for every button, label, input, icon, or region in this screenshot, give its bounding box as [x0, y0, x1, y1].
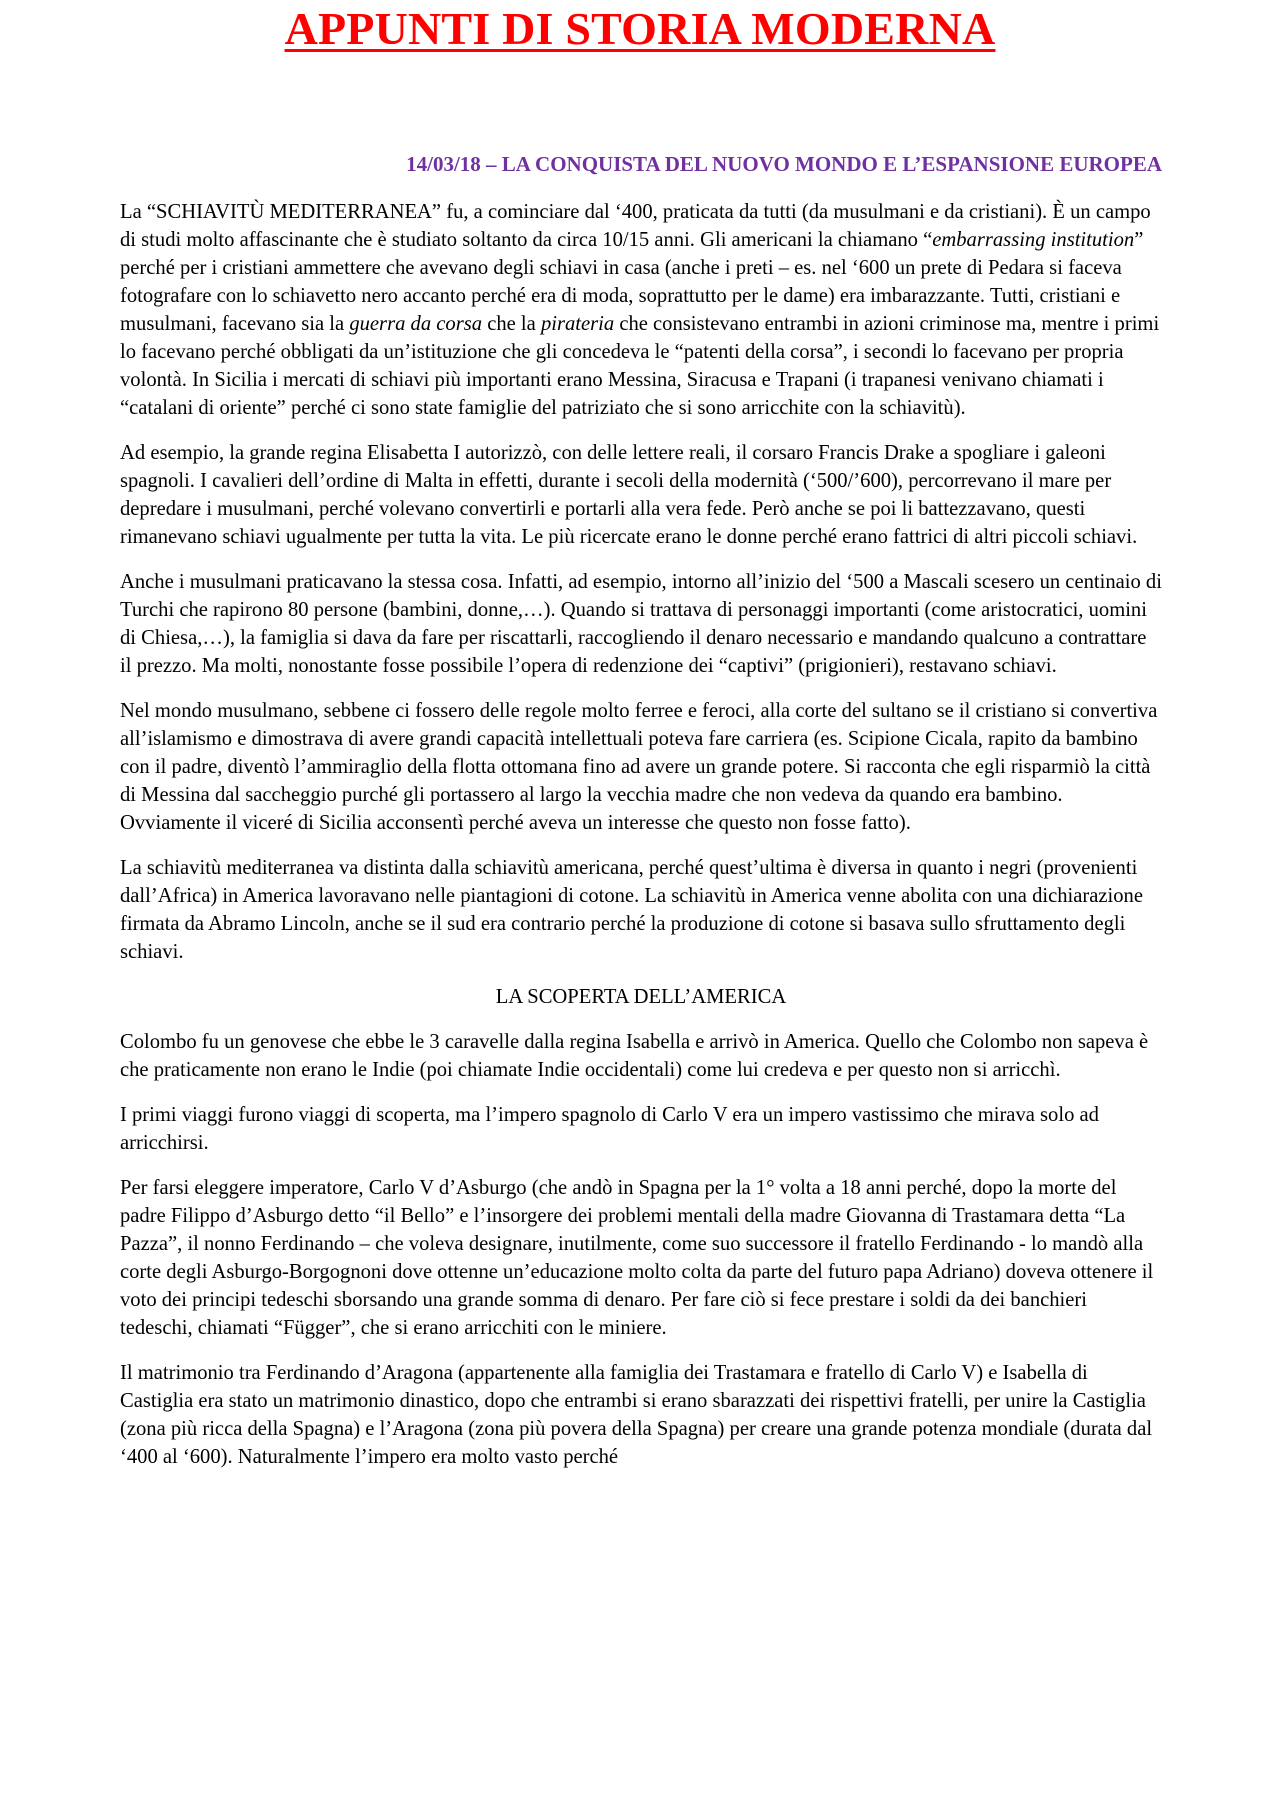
- paragraph-matrimonio: Il matrimonio tra Ferdinando d’Aragona (appartenente alla famiglia dei Trastamara e fratello di Carlo V) e Isabella di Castiglia era stato un matrimonio dinastico, dopo che entrambi si erano sbarazzati dei rispettivi fratelli, per unire la Castiglia (zona più ricca della Spagna) e l’Aragona (zona più povera della Spagna) per creare una grande potenza mondiale (durata dal ‘400 al ‘600). Naturalmente l’impero era molto vasto perché: [120, 1362, 1153, 1468]
- paragraph-primi-viaggi: I primi viaggi furono viaggi di scoperta, ma l’impero spagnolo di Carlo V era un impero vastissimo che mirava solo ad arricchirsi.: [120, 1104, 1099, 1154]
- paragraph-schiavitu-americana: La schiavitù mediterranea va distinta dalla schiavitù americana, perché quest’ultima è diversa in quanto i negri (provenienti dall’Africa) in America lavoravano nelle piantagioni di cotone. La schiavitù in America venne abolita con una dichiarazione firmata da Abramo Lincoln, anche se il sud era contrario perché la produzione di cotone si basava sullo sfruttamento degli schiavi.: [120, 857, 1143, 963]
- paragraph-mondo-musulmano: Nel mondo musulmano, sebbene ci fossero delle regole molto ferree e feroci, alla corte del sultano se il cristiano si convertiva all’islamismo e dimostrava di avere grandi capacità intellettuali poteva fare carriera (es. Scipione Cicala, rapito da bambino con il padre, diventò l’ammiraglio della flotta ottomana fino ad avere un grande potere. Si racconta che egli risparmiò la città di Messina dal saccheggio purché gli portassero al largo la vecchia madre che non vedeva da quando era bambino. Ovviamente il viceré di Sicilia acconsentì perché aveva un interesse che questo non fosse fatto).: [120, 700, 1158, 834]
- italic-run: pirateria: [540, 313, 615, 335]
- paragraph-colombo: Colombo fu un genovese che ebbe le 3 caravelle dalla regina Isabella e arrivò in America. Quello che Colombo non sapeva è che praticamente non erano le Indie (poi chiamate Indie occidentali) come lui credeva e per questo non si arricchì.: [120, 1031, 1149, 1081]
- paragraph-elisabetta: Ad esempio, la grande regina Elisabetta I autorizzò, con delle lettere reali, il corsaro Francis Drake a spogliare i galeoni spagnoli. I cavalieri dell’ordine di Malta in effetti, durante i secoli della modernità (‘500/’600), percorrevano il mare per depredare i musulmani, perché volevano convertirli e portarli alla vera fede. Però anche se poi li battezzavano, questi rimanevano schiavi ugualmente per tutta la vita. Le più ricercate erano le donne perché erano fattrici di altri piccoli schiavi.: [120, 442, 1138, 548]
- paragraph-schiavitu-mediterranea: [120, 198, 1162, 422]
- section-heading: 14/03/18 – LA CONQUISTA DEL NUOVO MONDO E L’ESPANSIONE EUROPEA: [406, 152, 1162, 176]
- paragraph-carlo-v: Per farsi eleggere imperatore, Carlo V d’Asburgo (che andò in Spagna per la 1° volta a 18 anni perché, dopo la morte del padre Filippo d’Asburgo detto “il Bello” e l’insorgere dei problemi mentali della madre Giovanna di Trastamara detta “La Pazza”, il nonno Ferdinando – che voleva designare, inutilmente, come suo successore il fratello Ferdinando - lo mandò alla corte degli Asburgo-Borgognoni dove ottenne un’educazione molto colta da parte del futuro papa Adriano) doveva ottenere il voto dei principi tedeschi sborsando una grande somma di denaro. Per fare ciò si fece prestare i soldi da dei banchieri tedeschi, chiamati “Függer”, che si erano arricchiti con le miniere.: [120, 1177, 1154, 1339]
- italic-run: guerra da corsa: [349, 313, 483, 335]
- text-run: ” perché per i cristiani ammettere che avevano degli schiavi in casa (anche i preti – es. nel ‘600 un prete di Pedara si faceva fotografare con lo schiavetto nero accanto perché era di moda, soprattutto per le dame) era imbarazzante. Tutti, cristiani e musulmani, facevano sia la: [120, 229, 1144, 335]
- document-body: [120, 198, 1162, 1488]
- document-title: APPUNTI DI STORIA MODERNA: [284, 3, 996, 54]
- text-run: La “SCHIAVITÙ MEDITERRANEA” fu, a cominciare dal ‘400, praticata da tutti (da musulmani e da cristiani). È un campo di studi molto affascinante che è studiato soltanto da circa 10/15 anni. Gli americani la chiamano “: [120, 201, 1151, 251]
- paragraph-musulmani: Anche i musulmani praticavano la stessa cosa. Infatti, ad esempio, intorno all’inizio del ‘500 a Mascali scesero un centinaio di Turchi che rapirono 80 persone (bambini, donne,…). Quando si trattava di personaggi importanti (come aristocratici, uomini di Chiesa,…), la famiglia si dava da fare per riscattarli, raccogliendo il denaro necessario e mandando qualcuno a contrattare il prezzo. Ma molti, nonostante fosse possibile l’opera di redenzione dei “captivi” (prigionieri), restavano schiavi.: [120, 571, 1162, 677]
- italic-run: embarrassing institution: [932, 229, 1135, 251]
- text-run: che la: [482, 313, 541, 335]
- text-run: che consistevano entrambi in azioni criminose ma, mentre i primi lo facevano perché obbligati da un’istituzione che gli concedeva le “patenti della corsa”, i secondi lo facevano per propria volontà. In Sicilia i mercati di schiavi più importanti erano Messina, Siracusa e Trapani (i trapanesi venivano chiamati i “catalani di oriente” perché ci sono state famiglie del patriziato che si sono arricchite con la schiavitù).: [120, 313, 1160, 419]
- subheading-scoperta-america: LA SCOPERTA DELL’AMERICA: [495, 986, 787, 1008]
